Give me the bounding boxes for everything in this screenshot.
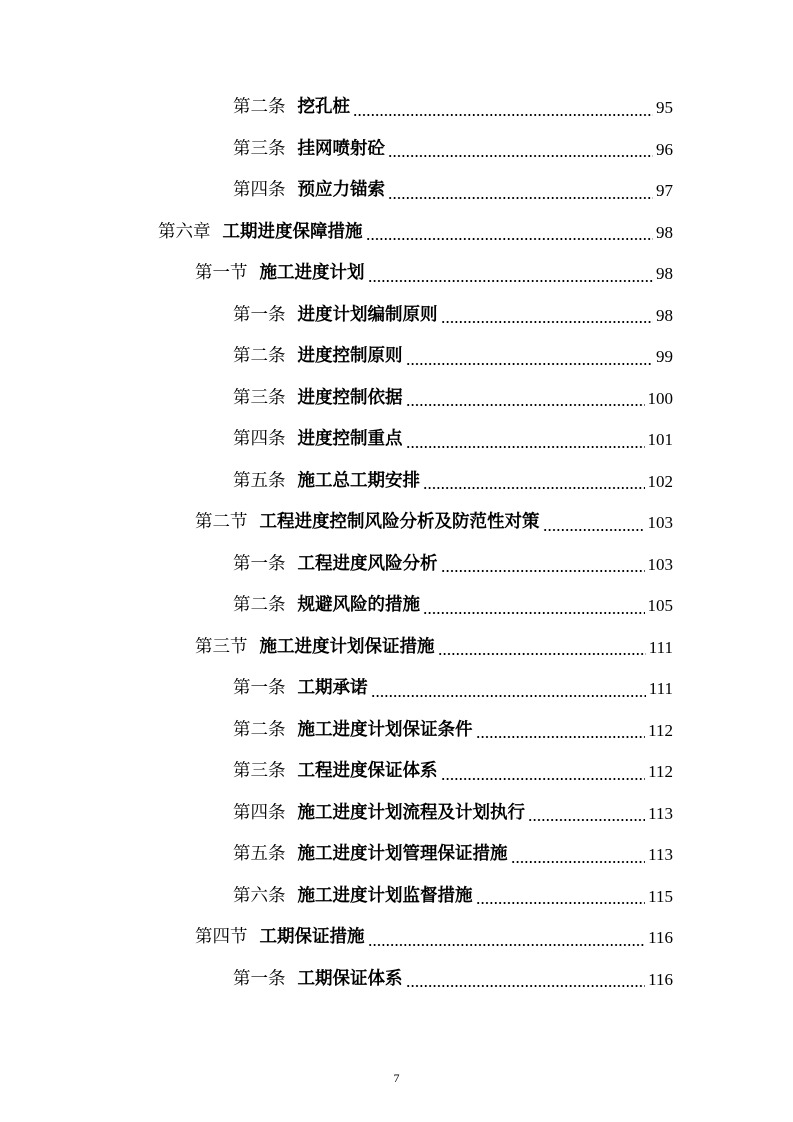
toc-entry-number: 第五条 [233,470,286,491]
toc-entry[interactable] [0,336,793,378]
toc-entry-title: 施工进度计划管理保证措施 [297,844,508,864]
toc-entry-number: 第二节 [195,512,248,532]
toc-entry-number: 第二条 [233,346,286,366]
toc-entry-number: 第一条 [233,553,286,574]
dot-leader [438,653,646,655]
dot-leader [528,819,645,821]
toc-entry[interactable] [0,295,793,337]
dot-leader [406,985,646,987]
toc-entry-page: 112 [648,720,673,740]
dot-leader [423,487,645,489]
toc-entry-title: 工程进度风险分析 [297,553,438,574]
toc-section-entry[interactable] [0,502,793,544]
toc-entry[interactable] [0,668,793,710]
page-number: 7 [393,1071,400,1085]
toc-entry-title: 工期保证体系 [297,968,403,989]
toc-entry-page: 99 [656,347,673,367]
toc-entry[interactable] [0,959,793,1001]
toc-entry[interactable] [0,129,793,171]
toc-section-entry[interactable] [0,253,793,295]
dot-leader [368,944,646,946]
toc-entry-page: 102 [647,471,673,491]
dot-leader [388,155,653,157]
toc-entry[interactable] [0,544,793,586]
dot-leader [366,238,654,240]
dot-leader [368,280,654,282]
dot-leader [353,114,653,116]
toc-entry-page: 112 [648,762,673,782]
toc-entry-number: 第三条 [233,761,286,781]
toc-entry-page: 103 [647,513,673,533]
toc-entry-page: 98 [656,264,673,284]
toc-entry-number: 第六条 [233,885,286,906]
toc-entry-title: 工期承诺 [297,678,368,698]
toc-chapter-entry[interactable] [0,212,793,254]
toc-entry[interactable] [0,710,793,752]
toc-entry-number: 第三条 [233,138,286,159]
toc-section-entry[interactable] [0,627,793,669]
toc-entry-number: 第三节 [195,636,248,657]
toc-section-entry[interactable] [0,917,793,959]
toc-entry-number: 第五条 [233,844,286,864]
toc-entry[interactable] [0,751,793,793]
dot-leader [543,529,645,531]
toc-entry-page: 95 [656,98,673,118]
toc-entry-number: 第一条 [233,968,286,989]
toc-entry-page: 115 [648,886,673,906]
toc-entry-title: 挂网喷射砼 [297,138,385,159]
toc-entry-number: 第一条 [233,304,286,325]
toc-entry-page: 116 [648,928,673,948]
dot-leader [441,570,645,572]
toc-entry-title: 施工进度计划保证措施 [259,636,435,657]
toc-entry[interactable] [0,170,793,212]
toc-entry-page: 96 [656,139,673,159]
toc-entry[interactable] [0,87,793,129]
toc-entry-title: 施工总工期安排 [297,470,420,491]
toc-entry-page: 100 [647,388,673,408]
toc-entry[interactable] [0,461,793,503]
toc-entry-title: 工期进度保障措施 [222,221,363,242]
dot-leader [423,612,645,614]
dot-leader [371,695,646,697]
dot-leader [476,902,646,904]
dot-leader [388,197,653,199]
dot-leader [406,363,654,365]
toc-entry-page: 101 [647,430,673,450]
toc-entry-number: 第四条 [233,802,286,823]
dot-leader [406,404,645,406]
toc-entry-number: 第二条 [233,97,286,117]
toc-entry-title: 进度控制原则 [297,346,403,366]
dot-leader [406,446,645,448]
toc-entry-page: 116 [648,969,673,989]
toc-entry-page: 105 [647,596,673,616]
toc-entry-page: 111 [648,679,673,699]
toc-entry-title: 进度计划编制原则 [297,304,438,325]
table-of-contents [0,87,793,1000]
toc-entry[interactable] [0,585,793,627]
toc-entry-number: 第二条 [233,719,286,740]
toc-entry-page: 97 [656,181,673,201]
toc-entry-page: 103 [647,554,673,574]
toc-entry[interactable] [0,876,793,918]
toc-entry-number: 第三条 [233,387,286,408]
toc-entry-title: 规避风险的措施 [297,595,420,615]
toc-entry-title: 挖孔桩 [297,97,350,117]
toc-entry-title: 施工进度计划 [259,263,365,283]
toc-entry-number: 第四条 [233,429,286,449]
toc-entry-title: 施工进度计划流程及计划执行 [297,802,525,823]
toc-entry-page: 113 [648,803,673,823]
toc-entry[interactable] [0,419,793,461]
toc-entry-title: 施工进度计划保证条件 [297,719,473,740]
toc-entry[interactable] [0,793,793,835]
toc-entry-title: 施工进度计划监督措施 [297,885,473,906]
toc-entry-number: 第一条 [233,678,286,698]
toc-entry-page: 98 [656,222,673,242]
dot-leader [476,736,646,738]
toc-entry-number: 第一节 [195,263,248,283]
toc-entry-title: 工程进度控制风险分析及防范性对策 [259,512,540,532]
toc-entry[interactable] [0,378,793,420]
toc-entry-number: 第四节 [195,927,248,947]
dot-leader [511,861,646,863]
toc-entry-title: 工期保证措施 [259,927,365,947]
toc-entry-title: 预应力锚索 [297,180,385,200]
toc-entry-title: 工程进度保证体系 [297,761,438,781]
dot-leader [441,778,646,780]
toc-entry-number: 第四条 [233,180,286,200]
toc-entry-title: 进度控制重点 [297,429,403,449]
toc-entry[interactable] [0,834,793,876]
dot-leader [441,321,654,323]
toc-entry-title: 进度控制依据 [297,387,403,408]
toc-entry-page: 113 [648,845,673,865]
toc-entry-page: 111 [648,637,673,657]
toc-entry-number: 第二条 [233,595,286,615]
toc-entry-number: 第六章 [158,221,211,242]
toc-entry-page: 98 [656,305,673,325]
